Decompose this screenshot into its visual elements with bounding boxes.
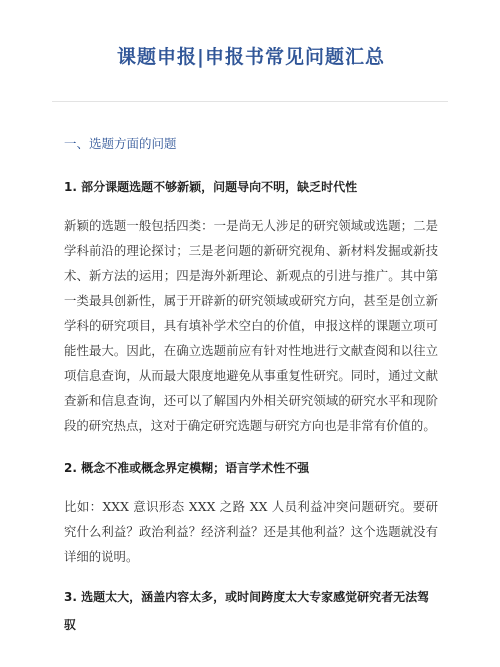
section-title: 一、选题方面的问题 (64, 136, 177, 151)
title-divider (52, 101, 448, 102)
question-heading-2: 2. 概念不准或概念界定模糊；语言学术性不强 (64, 461, 310, 475)
question-heading-3: 3. 选题太大，涵盖内容太多，或时间跨度太大专家感觉研究者无法驾驭 (64, 590, 430, 632)
question-heading-1: 1. 部分课题选题不够新颖，问题导向不明，缺乏时代性 (64, 180, 358, 194)
question-body-1: 新颖的选题一般包括四类：一是尚无人涉足的研究领域或选题；二是学科前沿的理论探讨；三是老问题的新研究视角、新材料发掘或新技术、新方法的运用；四是海外新理论、新观点的引进与推广。其中第一类最具创新性，属于开辟新的研究领域或研究方向，甚至是创立新学科的研究项目，具有填补学术空白的价值，申报这样的课题立项可能性最大。因此，在确立选题前应有针对性地进行文献查阅和以往立项信息查询，从而最大限度地避免从事重复性研究。同时，通过文献查新和信息查询，还可以了解国内外相关研究领域的研究水平和现阶段的研究热点，这对于确定研究选题与研究方向也是非常有价值的。 (64, 218, 438, 433)
question-body-2: 比如：XXX 意识形态 XXX 之路 XX 人员利益冲突问题研究。要研究什么利益？政治利益？经济利益？还是其他利益？这个选题就没有详细的说明。 (64, 499, 438, 564)
document-title: 课题申报|申报书常见问题汇总 (117, 46, 385, 68)
